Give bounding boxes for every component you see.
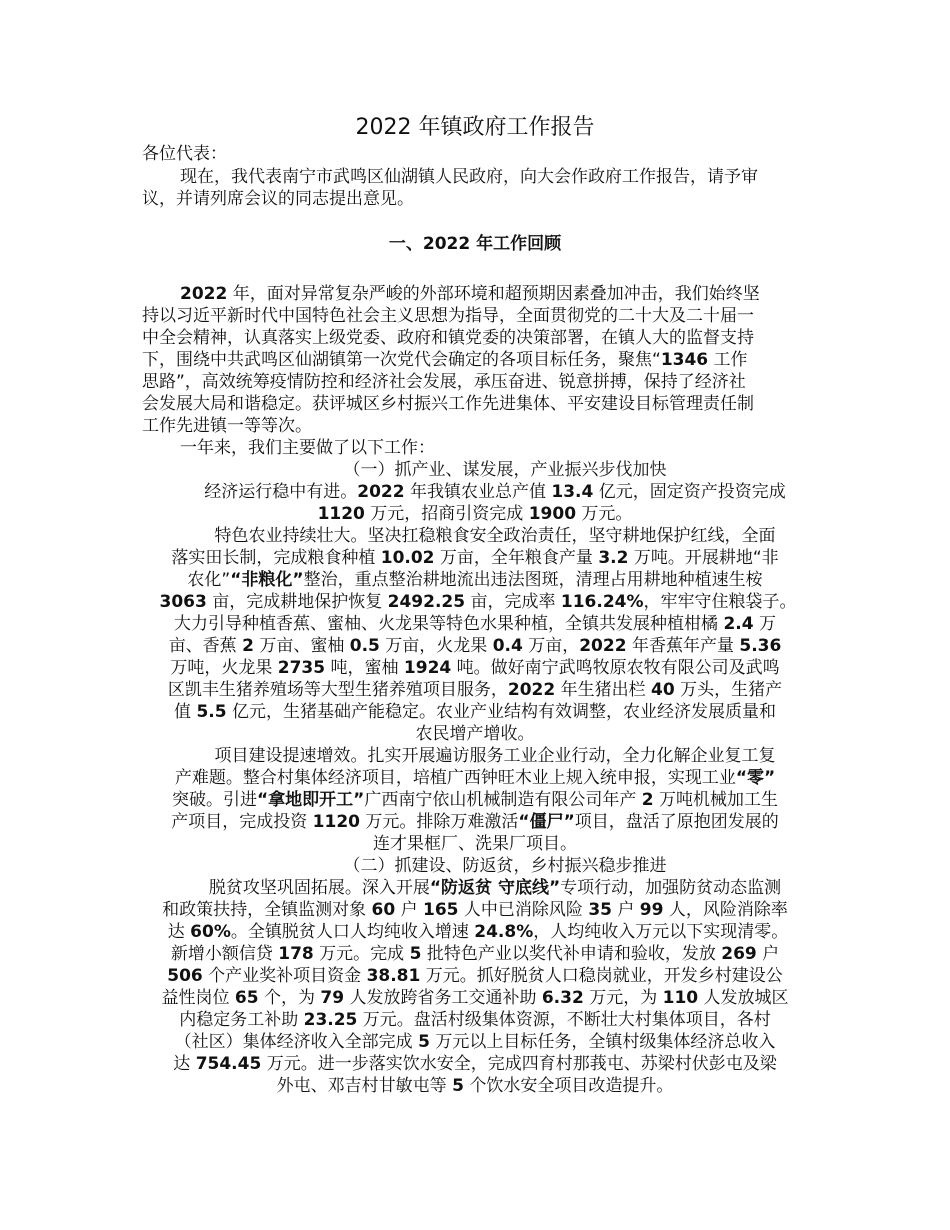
projects-line: 突破。引进“拿地即开工”广西南宁依山机械制造有限公司年产 2 万吨机械加工生 bbox=[171, 790, 779, 810]
agriculture-line: 值 5.5 亿元，生猪基础产能稳定。农业产业结构有效调整，农业经济发展质量和 bbox=[174, 702, 776, 722]
projects-line: 连才果框厂、洗果厂项目。 bbox=[373, 834, 577, 854]
agriculture-line: 亩、香蕉 2 万亩、蜜柚 0.5 万亩，火龙果 0.4 万亩，2022 年香蕉年产量 5.36 bbox=[168, 636, 782, 656]
work-intro: 一年来，我们主要做了以下工作： bbox=[180, 438, 435, 458]
agriculture-line: 特色农业持续壮大。坚决扛稳粮食安全政治责任，坚守耕地保护红线，全面 bbox=[214, 526, 776, 546]
poverty-line: 和政策扶持，全镇监测对象 60 户 165 人中已消除风险 35 户 99 人，风险消除率 bbox=[162, 900, 788, 920]
document-title: 2022 年镇政府工作报告 bbox=[355, 115, 595, 140]
agriculture-line: 万吨，火龙果 2735 吨，蜜柚 1924 吨。做好南宁武鸣牧原农牧有限公司及武鸣 bbox=[170, 658, 780, 678]
poverty-line: 外屯、邓吉村甘敏屯等 5 个饮水安全项目改造提升。 bbox=[276, 1076, 674, 1096]
review-line: 下，围绕中共武鸣区仙湖镇第一次党代会确定的各项目标任务，聚焦“1346 工作 bbox=[142, 350, 748, 370]
agriculture-line: 农民增产增收。 bbox=[415, 724, 535, 744]
poverty-line: 达 754.45 万元。进一步落实饮水安全，完成四育村那莪屯、苏梁村伏彭屯及梁 bbox=[173, 1054, 777, 1074]
agriculture-line: 大力引导种植香蕉、蜜柚、火龙果等特色水果种植，全镇共发展种植柑橘 2.4 万 bbox=[174, 614, 776, 634]
review-line: 会发展大局和谐稳定。获评城区乡村振兴工作先进集体、平安建设目标管理责任制 bbox=[142, 394, 754, 414]
poverty-line: 新增小额信贷 178 万元。完成 5 批特色产业以奖代补申请和验收，发放 269 户 bbox=[170, 944, 780, 964]
projects-line: 项目建设提速增效。扎实开展遍访服务工业企业行动，全力化解企业复工复 bbox=[214, 746, 776, 766]
poverty-line: 506 个产业奖补项目资金 38.81 万元。抓好脱贫人口稳岗就业，开发乡村建设公 bbox=[167, 966, 783, 986]
agriculture-line: 区凯丰生猪养殖场等大型生猪养殖项目服务，2022 年生猪出栏 40 万头，生猪产 bbox=[167, 680, 783, 700]
review-line: 工作先进镇一等等次。 bbox=[142, 416, 312, 436]
agriculture-line: 3063 亩，完成耕地保护恢复 2492.25 亩，完成率 116.24%，牢牢守住粮袋子。 bbox=[159, 592, 797, 612]
subsection-heading: （一）抓产业、谋发展，产业振兴步伐加快 bbox=[343, 460, 667, 480]
economy-line: 经济运行稳中有进。2022 年我镇农业总产值 13.4 亿元，固定资产投资完成 bbox=[204, 482, 786, 502]
poverty-line: 内稳定务工补助 23.25 万元。盘活村级集体资源，不断壮大村集体项目，各村 bbox=[179, 1010, 771, 1030]
poverty-line: 脱贫攻坚巩固拓展。深入开展“防返贫 守底线”专项行动，加强防贫动态监测 bbox=[208, 878, 782, 898]
agriculture-line: 落实田长制，完成粮食种植 10.02 万亩，全年粮食产量 3.2 万吨。开展耕地“非 bbox=[171, 548, 779, 568]
poverty-line: 达 60%。全镇脱贫人口人均纯收入增速 24.8%，人均纯收入万元以下实现清零。 bbox=[167, 922, 789, 942]
intro-line: 现在，我代表南宁市武鸣区仙湖镇人民政府，向大会作政府工作报告，请予审 bbox=[180, 167, 758, 187]
review-line: 中全会精神，认真落实上级党委、政府和镇党委的决策部署，在镇人大的监督支持 bbox=[142, 328, 754, 348]
economy-line: 1120 万元，招商引资完成 1900 万元。 bbox=[317, 504, 633, 524]
projects-line: 产难题。整合村集体经济项目，培植广西钟旺木业上规入统申报，实现工业“零” bbox=[174, 768, 776, 788]
review-line: 持以习近平新时代中国特色社会主义思想为指导，全面贯彻党的二十大及二十届一 bbox=[142, 306, 754, 326]
review-line: 2022 年，面对异常复杂严峻的外部环境和超预期因素叠加冲击，我们始终坚 bbox=[180, 284, 760, 304]
review-line: 思路”，高效统筹疫情防控和经济社会发展，承压奋进、锐意拼搏，保持了经济社 bbox=[142, 372, 746, 392]
poverty-line: 益性岗位 65 个，为 79 人发放跨省务工交通补助 6.32 万元，为 110 人发放城区 bbox=[161, 988, 789, 1008]
section-heading: 一、2022 年工作回顾 bbox=[388, 234, 562, 254]
projects-line: 产项目，完成投资 1120 万元。排除万难激活“僵尸”项目，盘活了原抱团发展的 bbox=[171, 812, 779, 832]
poverty-line: （社区）集体经济收入全部完成 5 万元以上目标任务，全镇村级集体经济总收入 bbox=[174, 1032, 776, 1052]
intro-line: 议，并请列席会议的同志提出意见。 bbox=[142, 189, 414, 209]
subsection-heading: （二）抓建设、防返贫，乡村振兴稳步推进 bbox=[343, 856, 667, 876]
agriculture-line: 农化”“非粮化”整治，重点整治耕地流出违法图斑，清理占用耕地种植速生桉 bbox=[187, 570, 763, 590]
salutation: 各位代表： bbox=[142, 144, 227, 164]
